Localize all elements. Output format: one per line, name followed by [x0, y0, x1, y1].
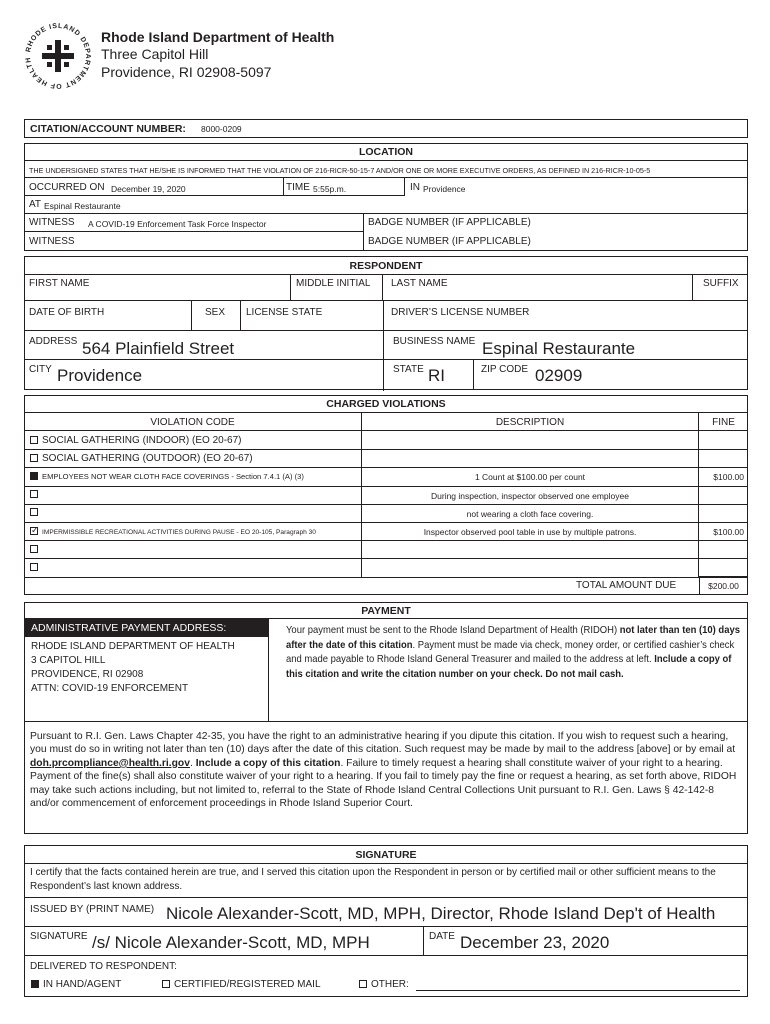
violation-checkbox[interactable] [30, 472, 38, 480]
violation-description[interactable]: 1 Count at $100.00 per count [474, 472, 586, 483]
violation-code-text: SOCIAL GATHERING (OUTDOOR) (EO 20-67) [42, 452, 253, 464]
license-state-label: LICENSE STATE [246, 307, 323, 318]
certify-text: I certify that the facts contained herein are true, and I served this citation upon the Respondent in person or by certified mail or other sufficient means to the Respondent’s last known address. [30, 867, 716, 892]
code-header: VIOLATION CODE [150, 417, 235, 428]
witness1-label: WITNESS [29, 217, 75, 228]
violation-checkbox[interactable] [30, 563, 38, 571]
witness1-value[interactable]: A COVID-19 Enforcement Task Force Inspector [88, 219, 267, 229]
admin-address-line4: ATTN: COVID-19 ENFORCEMENT [31, 683, 189, 694]
name-row [24, 274, 748, 301]
other-checkbox[interactable] [359, 980, 367, 988]
seal-icon [20, 18, 96, 94]
time-label: TIME [286, 182, 310, 193]
other-label: OTHER: [371, 979, 409, 990]
violation-checkbox[interactable] [30, 454, 38, 462]
business-name-label: BUSINESS NAME [393, 336, 476, 347]
dob-row [24, 301, 748, 331]
hearing-email-link[interactable]: doh.prcompliance@health.ri.gov [30, 757, 190, 769]
payment-instr-part2: . Payment must be made via check, money order, or certified cashier’s check and made payable to Rhode Island General Treasurer and mailed to the address at left. [286, 638, 735, 666]
state-value[interactable]: RI [428, 366, 445, 385]
location-statement: THE UNDERSIGNED STATES THAT HE/SHE IS INFORMED THAT THE VIOLATION OF 216-RICR-50-15-7 AND/OR ONE OR MORE EXECUTIVE ORDERS, AS DEFINED IN 216-RICR-10-05-5 [29, 166, 651, 175]
violation-row [24, 540, 748, 559]
last-name-label: LAST NAME [391, 278, 448, 289]
in-hand-checkbox[interactable] [31, 980, 39, 988]
business-name-value[interactable]: Espinal Restaurante [482, 339, 636, 358]
in-label: IN [410, 182, 420, 193]
signature-value[interactable]: /s/ Nicole Alexander-Scott, MD, MPH [92, 933, 370, 952]
org-address-line2: Providence, RI 02908-5097 [101, 64, 272, 80]
total-value[interactable]: $200.00 [708, 581, 739, 591]
witness2-cell [24, 232, 364, 251]
state-label: STATE [393, 364, 424, 375]
time-value[interactable]: 5:55p.m. [313, 184, 347, 194]
payment-instructions [286, 623, 770, 682]
dob-label: DATE OF BIRTH [29, 307, 105, 318]
violation-code-text: SOCIAL GATHERING (INDOOR) (EO 20-67) [42, 434, 242, 446]
violation-checkbox[interactable] [30, 436, 38, 444]
signature-label: SIGNATURE [30, 931, 88, 942]
violation-row [24, 558, 748, 577]
city-value[interactable]: Providence [57, 366, 143, 385]
payment-instr-part1: Your payment must be sent to the Rhode Island Department of Health (RIDOH) [286, 624, 620, 636]
delivered-label: DELIVERED TO RESPONDENT: [30, 961, 177, 972]
in-value[interactable]: Providence [423, 184, 466, 194]
at-cell [24, 196, 748, 214]
hearing-paragraph [30, 730, 742, 810]
admin-address-line1: RHODE ISLAND DEPARTMENT OF HEALTH [31, 641, 235, 652]
at-value[interactable]: Espinal Restaurante [44, 201, 121, 211]
middle-initial-label: MIDDLE INITIAL [296, 278, 371, 289]
violation-code[interactable] [30, 507, 42, 519]
date-value[interactable]: December 23, 2020 [460, 933, 610, 952]
violation-code[interactable] [30, 453, 253, 465]
org-name: Rhode Island Department of Health [101, 29, 335, 45]
hearing-include: Include a copy of this citation [195, 757, 341, 769]
occurred-label: OCCURRED ON [29, 182, 105, 193]
address-value[interactable]: 564 Plainfield Street [82, 339, 235, 358]
payment-instr-include: Include a copy of this citation and write the citation number on your check. Do not mail cash. [286, 653, 732, 681]
drivers-license-label: DRIVER’S LICENSE NUMBER [391, 307, 530, 318]
violation-fine[interactable]: $100.00 [713, 472, 744, 483]
suffix-label: SUFFIX [703, 278, 739, 289]
violation-code[interactable] [30, 544, 42, 556]
violation-checkbox[interactable] [30, 545, 38, 553]
seal-text: RHODE ISLAND DEPARTMENT OF HEALTH [24, 22, 92, 90]
option-other[interactable] [359, 979, 409, 991]
violation-code[interactable] [30, 435, 241, 447]
other-input-line[interactable] [416, 990, 740, 991]
total-label: TOTAL AMOUNT DUE [576, 580, 677, 591]
violation-checkbox[interactable] [30, 527, 38, 535]
violation-fine[interactable]: $100.00 [713, 527, 744, 537]
address-label: ADDRESS [29, 336, 78, 347]
org-address-line1: Three Capitol Hill [101, 46, 209, 62]
desc-header: DESCRIPTION [495, 417, 565, 428]
seal-logo [20, 18, 96, 94]
in-hand-label: IN HAND/AGENT [43, 979, 122, 990]
payment-title: PAYMENT [361, 605, 411, 617]
issued-label: ISSUED BY (PRINT NAME) [30, 904, 155, 915]
date-label: DATE [429, 931, 455, 942]
violation-checkbox[interactable] [30, 490, 38, 498]
zip-value[interactable]: 02909 [535, 366, 583, 385]
issued-value[interactable]: Nicole Alexander-Scott, MD, MPH, Director, Rhode Island Dep't of Health [166, 904, 716, 923]
violation-checkbox[interactable] [30, 508, 38, 516]
violation-code[interactable] [30, 489, 42, 501]
fine-header: FINE [712, 417, 735, 428]
certified-mail-label: CERTIFIED/REGISTERED MAIL [174, 979, 321, 990]
hearing-part2: . [189, 757, 196, 769]
admin-address-line2: 3 CAPITOL HILL [31, 655, 106, 666]
violation-code[interactable] [30, 526, 316, 539]
occurred-value[interactable]: December 19, 2020 [111, 184, 186, 194]
violation-code[interactable] [30, 562, 42, 574]
violation-code[interactable] [30, 471, 304, 483]
signature-title: SIGNATURE [355, 849, 417, 861]
violation-code-text: IMPERMISSIBLE RECREATIONAL ACTIVITIES DURING PAUSE - EO 20-105, Paragraph 30 [42, 528, 316, 536]
at-label: AT [29, 199, 42, 210]
admin-address-label: ADMINISTRATIVE PAYMENT ADDRESS: [31, 622, 227, 634]
citation-number[interactable]: 8000-0209 [201, 124, 242, 134]
respondent-title: RESPONDENT [349, 260, 423, 272]
badge2-label: BADGE NUMBER (IF APPLICABLE) [368, 236, 531, 247]
admin-address-line3: PROVIDENCE, RI 02908 [31, 669, 144, 680]
location-title: LOCATION [358, 146, 414, 158]
witness2-label: WITNESS [29, 236, 75, 247]
certified-mail-checkbox[interactable] [162, 980, 170, 988]
badge1-label: BADGE NUMBER (IF APPLICABLE) [368, 217, 531, 228]
violation-code-text: EMPLOYEES NOT WEAR CLOTH FACE COVERINGS - Section 7.4.1 (A) (3) [42, 471, 304, 481]
hearing-part3: . Failure to timely request a hearing shall constitute waiver of your right to a hearing. Payment of the fine(s) shall also constitute waiver of your right to a hearing. If you fail to timely pay the fine or request a hearing, as set forth above, RIDOH may take such actions including, but not limited to, referral to the State of Rhode Island Central Collections Unit pursuant to R.I. Gen. Laws § 42-142-8 and/or commencement of enforcement proceedings in Rhode Island Superior Court. [30, 757, 737, 810]
payment-instr-deadline: not later than ten (10) days after the date of this citation [286, 624, 740, 651]
violation-description[interactable]: not wearing a cloth face covering. [466, 508, 594, 519]
option-in-hand[interactable] [31, 979, 121, 991]
option-certified-mail[interactable] [162, 979, 321, 991]
zip-label: ZIP CODE [481, 364, 529, 375]
city-label: CITY [29, 364, 52, 375]
violation-description[interactable]: Inspector observed pool table in use by multiple patrons. [423, 527, 637, 537]
sex-label: SEX [205, 307, 226, 318]
violations-title: CHARGED VIOLATIONS [326, 398, 446, 410]
first-name-label: FIRST NAME [29, 278, 90, 289]
citation-label: CITATION/ACCOUNT NUMBER: [30, 123, 186, 135]
hearing-part1: Pursuant to R.I. Gen. Laws Chapter 42-35, you have the right to an administrative hearing if you dipute this citation. If you wish to request such a hearing, you must do so in writing not later than ten (10) days after the date of this citation. Such request may be made by mail to the address [above] or by email at [30, 731, 736, 756]
violation-description[interactable]: During inspection, inspector observed one employee [431, 490, 629, 501]
